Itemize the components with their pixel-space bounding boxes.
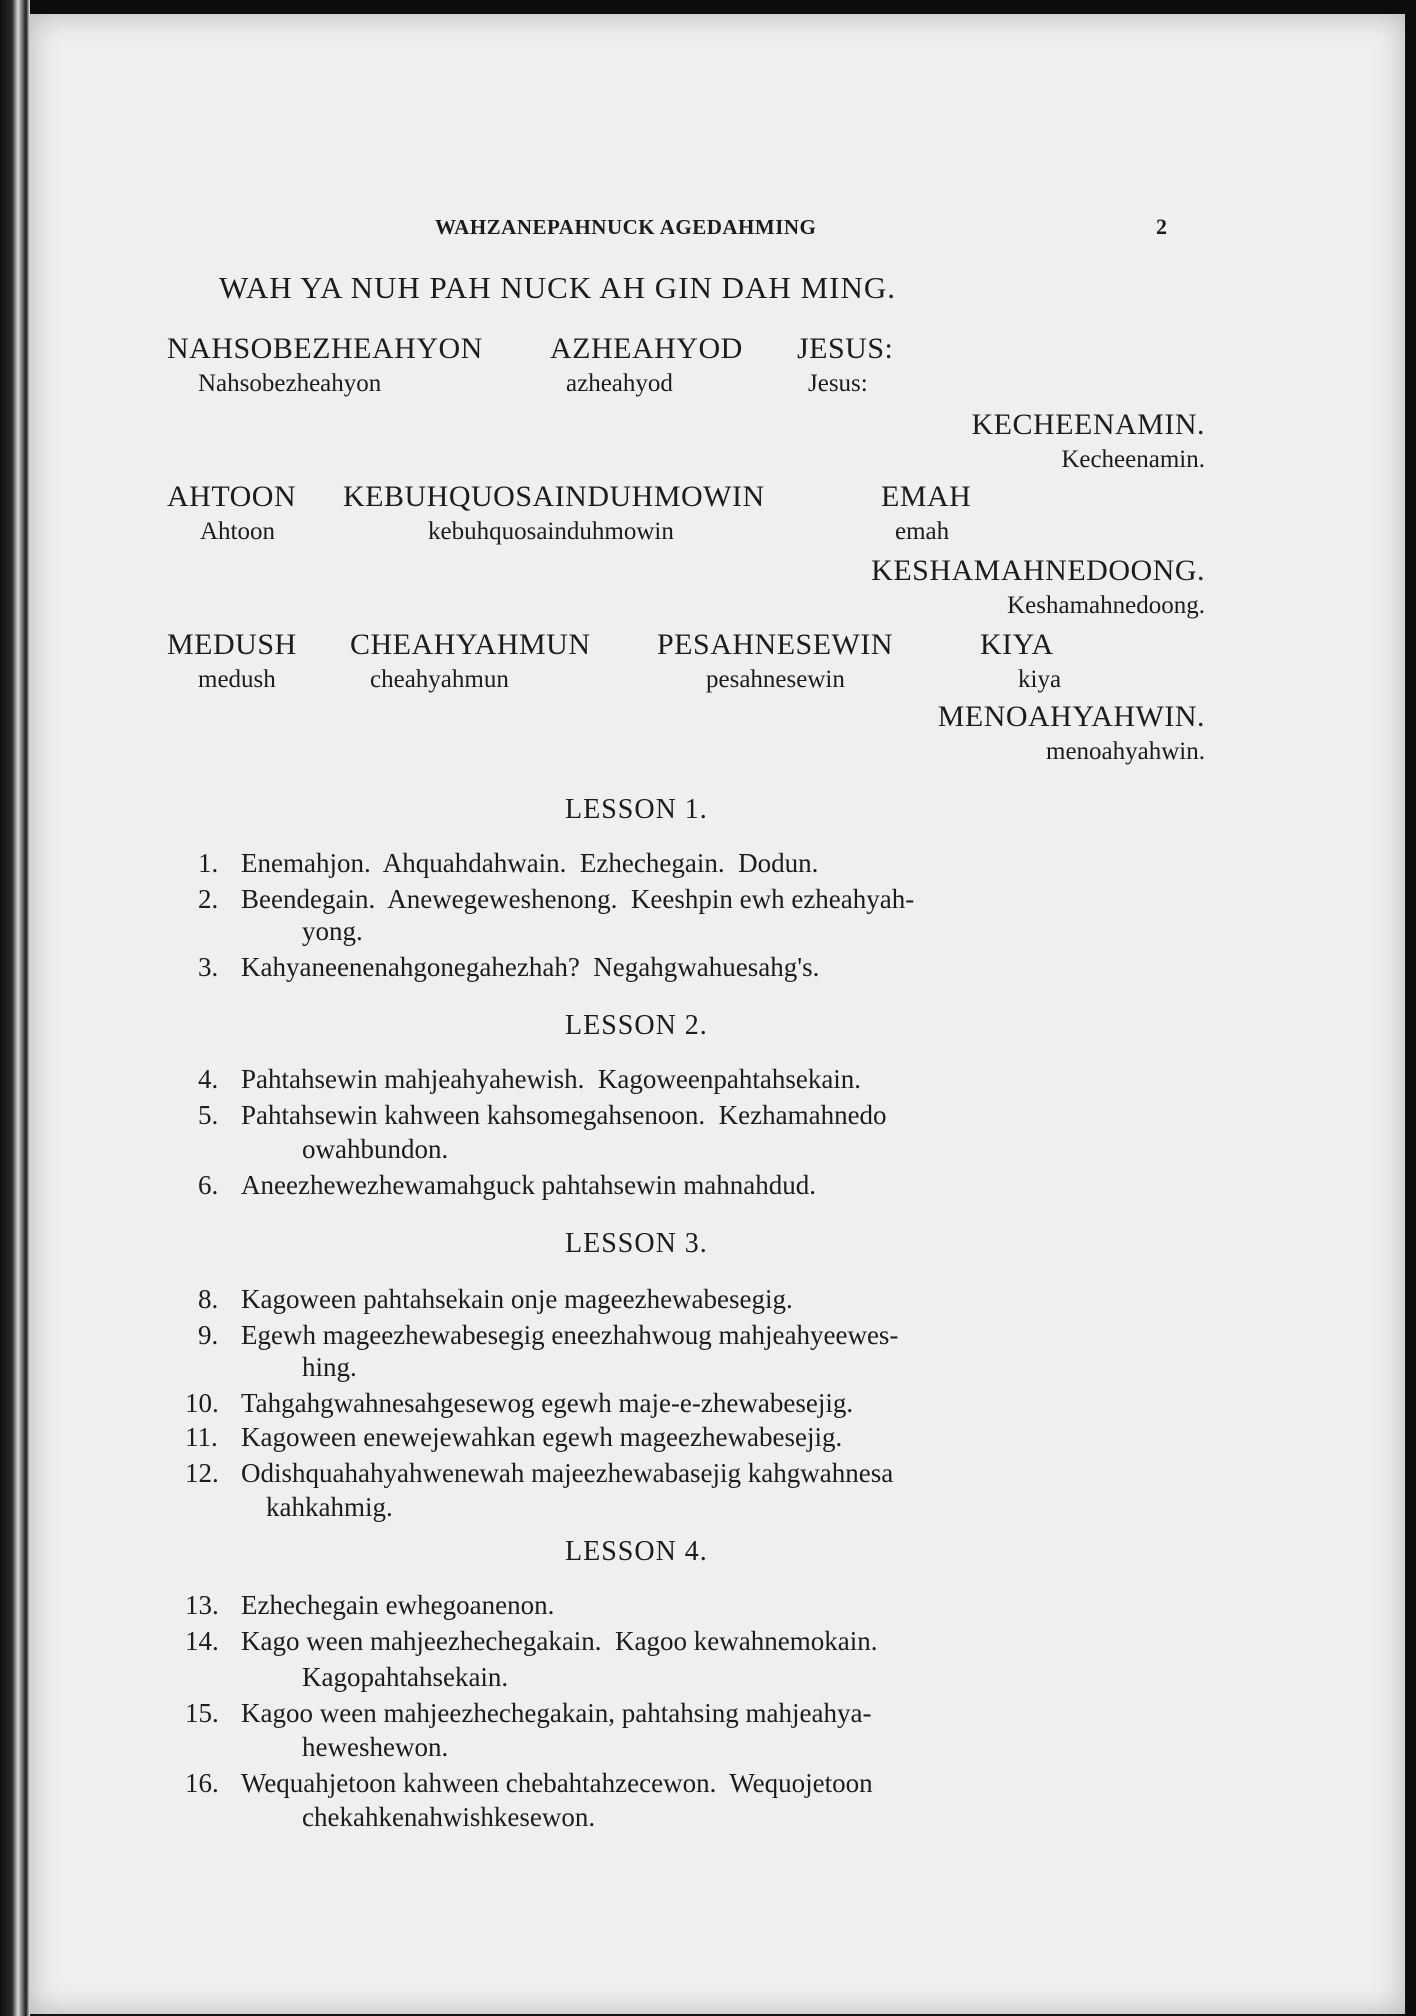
prayer-word-caps: CHEAHYAHMUN (350, 628, 591, 661)
prayer-word-caps: PESAHNESEWIN (657, 628, 893, 661)
item-number: 13. (185, 1590, 219, 1620)
item-text-continued: Kagopahtahsekain. (302, 1662, 509, 1692)
item-number: 5. (198, 1100, 219, 1130)
item-number: 1. (198, 848, 219, 878)
prayer-word-lower: azheahyod (566, 370, 673, 397)
prayer-word-caps: KEBUHQUOSAINDUHMOWIN (343, 480, 765, 513)
book-page (30, 14, 1405, 2014)
scan-binding-edge (0, 0, 30, 2016)
item-text: Kagoween pahtahsekain onje mageezhewabesegig. (241, 1284, 793, 1314)
item-text-continued: owahbundon. (302, 1134, 449, 1164)
scan-right-border (1406, 0, 1416, 2016)
item-number: 4. (198, 1064, 219, 1094)
lesson-heading: LESSON 2. (565, 1010, 708, 1041)
prayer-word-lower: Ahtoon (200, 518, 275, 545)
prayer-word-caps: KESHAMAHNEDOONG. (871, 554, 1205, 587)
prayer-word-caps: KECHEENAMIN. (971, 408, 1205, 441)
item-number: 6. (198, 1170, 219, 1200)
scan-top-border (0, 0, 1416, 14)
item-number: 2. (198, 884, 219, 914)
prayer-word-caps: AHTOON (167, 480, 297, 513)
lesson-heading: LESSON 3. (565, 1228, 708, 1259)
item-text: Tahgahgwahnesahgesewog egewh maje-e-zhewabesejig. (241, 1388, 854, 1418)
prayer-word-caps: AZHEAHYOD (550, 332, 743, 365)
lesson-heading: LESSON 4. (565, 1536, 708, 1567)
lesson-heading: LESSON 1. (565, 794, 708, 825)
prayer-word-lower: kebuhquosainduhmowin (428, 518, 674, 545)
item-text-continued: heweshewon. (302, 1732, 449, 1762)
page-title: WAH YA NUH PAH NUCK AH GIN DAH MING. (219, 270, 896, 305)
prayer-word-lower: menoahyahwin. (1046, 738, 1205, 765)
item-text: Odishquahahyahwenewah majeezhewabasejig kahgwahnesa (241, 1458, 894, 1488)
prayer-word-caps: MENOAHYAHWIN. (937, 700, 1205, 733)
item-text: Beendegain. Anewegeweshenong. Keeshpin ewh ezheahyah- (241, 884, 915, 914)
prayer-word-lower: Jesus: (808, 370, 868, 397)
item-text: Enemahjon. Ahquahdahwain. Ezhechegain. Dodun. (241, 848, 819, 878)
prayer-word-caps: EMAH (881, 480, 972, 513)
prayer-word-lower: kiya (1018, 666, 1062, 693)
item-text: Kagoween enewejewahkan egewh mageezhewabesejig. (241, 1422, 843, 1452)
item-text: Kahyaneenenahgonegahezhah? Negahgwahuesahg's. (241, 952, 820, 982)
prayer-word-caps: KIYA (980, 628, 1054, 661)
item-text-continued: yong. (302, 916, 363, 946)
item-text: Egewh mageezhewabesegig eneezhahwoug mahjeahyeewes- (241, 1320, 899, 1350)
item-number: 8. (198, 1284, 219, 1314)
item-number: 16. (185, 1768, 219, 1798)
item-text: Wequahjetoon kahween chebahtahzecewon. Wequojetoon (241, 1768, 873, 1798)
item-number: 3. (198, 952, 219, 982)
item-text-continued: hing. (302, 1352, 357, 1382)
item-text: Kagoo ween mahjeezhechegakain, pahtahsing mahjeahya- (241, 1698, 872, 1728)
item-text-continued: chekahkenahwishkesewon. (302, 1802, 596, 1832)
item-number: 14. (185, 1626, 219, 1656)
prayer-word-lower: cheahyahmun (370, 666, 509, 693)
prayer-word-lower: emah (895, 518, 950, 545)
prayer-word-caps: JESUS: (797, 332, 894, 365)
prayer-word-lower: Nahsobezheahyon (198, 370, 382, 397)
item-text: Aneezhewezhewamahguck pahtahsewin mahnahdud. (241, 1170, 817, 1200)
prayer-word-caps: MEDUSH (167, 628, 297, 661)
prayer-word-lower: Kecheenamin. (1061, 446, 1205, 473)
prayer-word-lower: Keshamahnedoong. (1007, 592, 1205, 619)
item-number: 10. (185, 1388, 219, 1418)
item-text: Kago ween mahjeezhechegakain. Kagoo kewahnemokain. (241, 1626, 878, 1656)
item-number: 15. (185, 1698, 219, 1728)
item-text-continued: kahkahmig. (266, 1492, 393, 1522)
prayer-word-lower: medush (198, 666, 276, 693)
item-text: Pahtahsewin kahween kahsomegahsenoon. Kezhamahnedo (241, 1100, 887, 1130)
page-number: 2 (1156, 214, 1167, 239)
item-text: Ezhechegain ewhegoanenon. (241, 1590, 555, 1620)
prayer-word-lower: pesahnesewin (706, 666, 845, 693)
item-text: Pahtahsewin mahjeahyahewish. Kagoweenpahtahsekain. (241, 1064, 862, 1094)
item-number: 11. (185, 1422, 218, 1452)
prayer-word-caps: NAHSOBEZHEAHYON (167, 332, 483, 365)
item-number: 9. (198, 1320, 219, 1350)
item-number: 12. (185, 1458, 219, 1488)
running-title: WAHZANEPAHNUCK AGEDAHMING (435, 215, 817, 239)
